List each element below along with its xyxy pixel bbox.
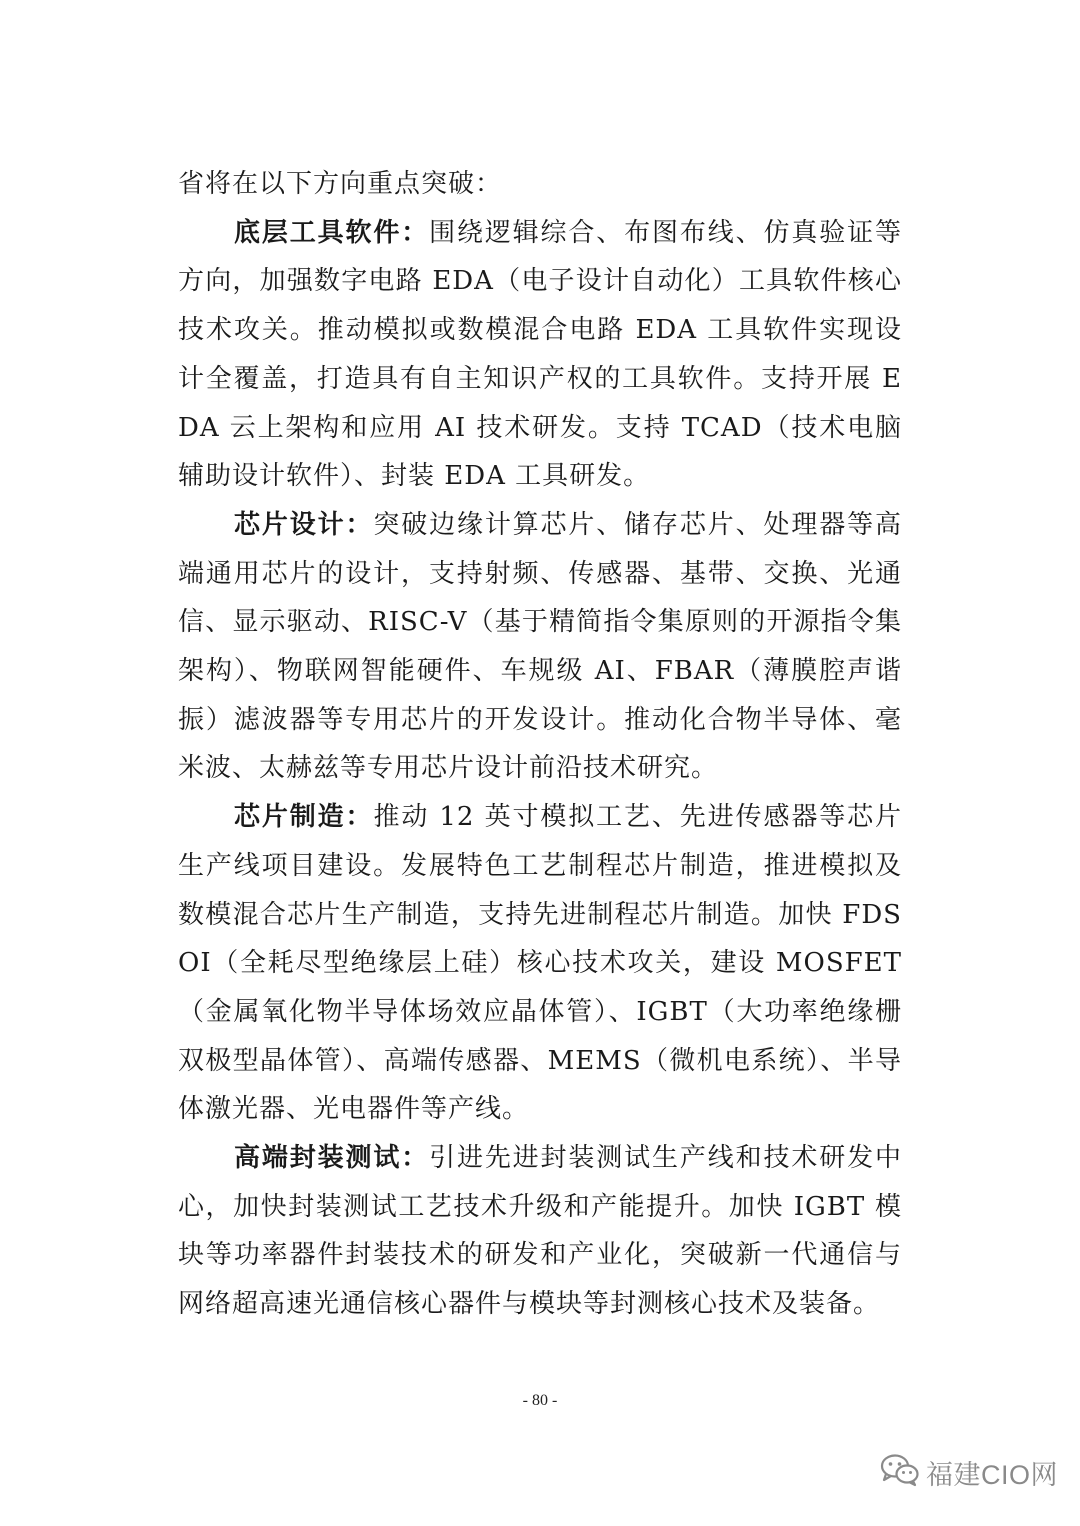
- document-body: [178, 160, 902, 1329]
- section-body: 推动 12 英寸模拟工艺、先进传感器等芯片生产线项目建设。发展特色工艺制程芯片制造，推进模拟及数模混合芯片生产制造，支持先进制程芯片制造。加快 FDSOI（全耗尽型绝缘层上硅）核心技术攻关，建设 MOSFET（金属氧化物半导体场效应晶体管）、IGBT（大功率绝缘栅双极型晶体管）、高端传感器、MEMS（微机电系统）、半导体激光器、光电器件等产线。: [178, 802, 902, 1125]
- section-packaging-testing: [178, 1134, 902, 1329]
- watermark: [880, 1452, 1058, 1492]
- section-heading: 芯片制造：: [234, 802, 374, 833]
- section-heading: 底层工具软件：: [234, 217, 430, 248]
- watermark-text: 福建CIO网: [926, 1459, 1059, 1490]
- intro-paragraph: 省将在以下方向重点突破：: [178, 169, 503, 199]
- section-chip-design: [178, 501, 902, 793]
- section-eda-tools: [178, 209, 902, 501]
- section-chip-manufacturing: [178, 793, 902, 1134]
- section-heading: 芯片设计：: [234, 509, 374, 540]
- page-number: - 80 -: [522, 1392, 558, 1409]
- section-body: 围绕逻辑综合、布图布线、仿真验证等方向，加强数字电路 EDA（电子设计自动化）工具软件核心技术攻关。推动模拟或数模混合电路 EDA 工具软件实现设计全覆盖，打造具有自主知识产权的工具软件。支持开展 EDA 云上架构和应用 AI 技术研发。支持 TCAD（技术电脑辅助设计软件）、封装 EDA 工具研发。: [178, 217, 902, 492]
- section-heading: 高端封装测试：: [234, 1143, 430, 1174]
- wechat-icon: [880, 1453, 920, 1491]
- section-body: 引进先进封装测试生产线和技术研发中心，加快封装测试工艺技术升级和产能提升。加快 IGBT 模块等功率器件封装技术的研发和产业化，突破新一代通信与网络超高速光通信核心器件与模块等封测核心技术及装备。: [178, 1143, 902, 1320]
- section-body: 突破边缘计算芯片、储存芯片、处理器等高端通用芯片的设计，支持射频、传感器、基带、交换、光通信、显示驱动、RISC-V（基于精简指令集原则的开源指令集架构）、物联网智能硬件、车规级 AI、FBAR（薄膜腔声谐振）滤波器等专用芯片的开发设计。推动化合物半导体、毫米波、太赫兹等专用芯片设计前沿技术研究。: [178, 509, 902, 784]
